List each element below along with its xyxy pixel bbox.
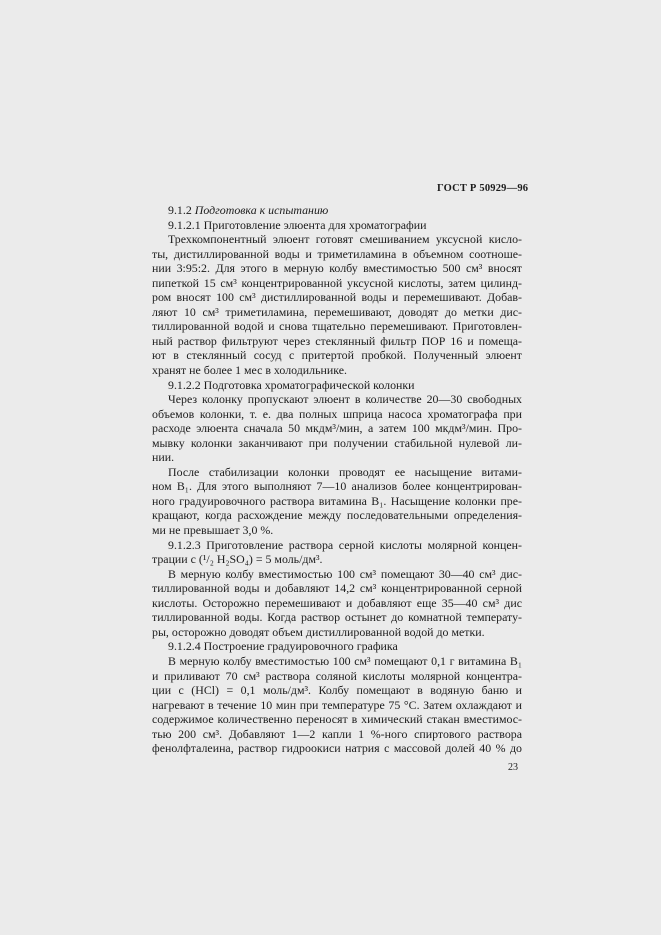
section-heading: [152, 203, 522, 218]
paragraph-line: тиллированной воды и добавляют 14,2 см³ концентрированной серной: [152, 581, 522, 596]
paragraph-line: Через колонку пропускают элюент в количестве 20—30 свободных: [168, 392, 522, 407]
subsection-heading: 9.1.2.2 Подготовка хроматографической колонки: [168, 377, 415, 392]
subsection-heading: 9.1.2.1 Приготовление элюента для хроматографии: [168, 217, 427, 232]
paragraph-line: трации с (¹/₂ H₂SO₄) = 5 моль/дм³.: [152, 552, 323, 567]
paragraph-line: хранят не более 1 мес в холодильнике.: [152, 363, 347, 378]
paragraph-line: тью 200 см³. Добавляют 1—2 капли 1 %-ного спиртового раствора: [152, 726, 522, 741]
subsection-heading: 9.1.2.3 Приготовление раствора серной кислоты молярной концен-: [168, 537, 522, 552]
page-number: 23: [508, 762, 518, 773]
paragraph-line: расходе элюента сначала 50 мкдм³/мин, а затем 100 мкдм³/мин. Про-: [152, 421, 522, 436]
paragraph-line: ры, осторожно доводят объем дистиллированной водой до метки.: [152, 624, 485, 639]
paragraph-line: ный раствор фильтруют через стеклянный фильтр ПОР 16 и помеща-: [152, 333, 522, 348]
subsection-heading: 9.1.2.4 Построение градуировочного графика: [168, 639, 398, 654]
paragraph-line: ми не превышает 3,0 %.: [152, 523, 274, 538]
paragraph-line: ции с (HCl) = 0,1 моль/дм³. Колбу помещают в водяную баню и: [152, 683, 522, 698]
paragraph-line: В мерную колбу вместимостью 100 см³ помещают 30—40 см³ дис-: [168, 566, 522, 581]
paragraph-line: и приливают 70 см³ раствора соляной кислоты молярной концентра-: [152, 668, 522, 683]
paragraph-line: нии.: [152, 450, 175, 465]
paragraph-line: тиллированной водой и снова тщательно перемешивают. Приготовлен-: [152, 319, 522, 334]
paragraph-line: тиллированной воды. Когда раствор остынет до комнатной температу-: [152, 610, 522, 625]
paragraph-line: нагревают в течение 10 мин при температуре 75 °С. Затем охлаждают и: [152, 697, 522, 712]
paragraph-line: пипеткой 15 см³ концентрированной уксусной кислоты, затем цилинд-: [152, 275, 522, 290]
paragraph-line: мывку колонки заканчивают при получении стабильной нулевой ли-: [152, 435, 522, 450]
paragraph-line: В мерную колбу вместимостью 100 см³ помещают 0,1 г витамина B₁: [168, 653, 522, 668]
paragraph-line: Трехкомпонентный элюент готовят смешиванием уксусной кисло-: [168, 232, 522, 247]
paragraph-line: ты, дистиллированной воды и триметиламина в объемном соотноше-: [152, 246, 522, 261]
paragraph-line: фенолфталеина, раствор гидроокиси натрия с массовой долей 40 % до: [152, 741, 522, 756]
section-number: 9.1.2: [168, 203, 192, 217]
paragraph-line: ют в стеклянный сосуд с притертой пробкой. Полученный элюент: [152, 348, 522, 363]
document-body: [152, 203, 522, 756]
paragraph-line: кращают, когда расхождение между последовательными определения-: [152, 508, 522, 523]
paragraph-line: нии 3:95:2. Для этого в мерную колбу вместимостью 500 см³ вносят: [152, 261, 522, 276]
paragraph-line: После стабилизации колонки проводят ее насыщение витами-: [168, 464, 522, 479]
paragraph-line: ром вносят 100 см³ дистиллированной воды и перемешивают. Добав-: [152, 290, 522, 305]
paragraph-line: объемов колонки, т. е. два полных шприца насоса хроматографа при: [152, 406, 522, 421]
section-title: Подготовка к испытанию: [194, 203, 329, 217]
paragraph-line: содержимое количественно переносят в химический стакан вместимос-: [152, 712, 522, 727]
document-header: ГОСТ Р 50929—96: [437, 183, 529, 194]
paragraph-line: ного градуировочного раствора витамина B₁. Насыщение колонки пре-: [152, 493, 522, 508]
paragraph-line: ном B₁. Для этого выполняют 7—10 анализов более концентрирован-: [152, 479, 522, 494]
paragraph-line: кислоты. Осторожно перемешивают и добавляют еще 35—40 см³ дис: [152, 595, 522, 610]
paragraph-line: ляют 10 см³ триметиламина, перемешивают, доводят до метки дис-: [152, 304, 522, 319]
